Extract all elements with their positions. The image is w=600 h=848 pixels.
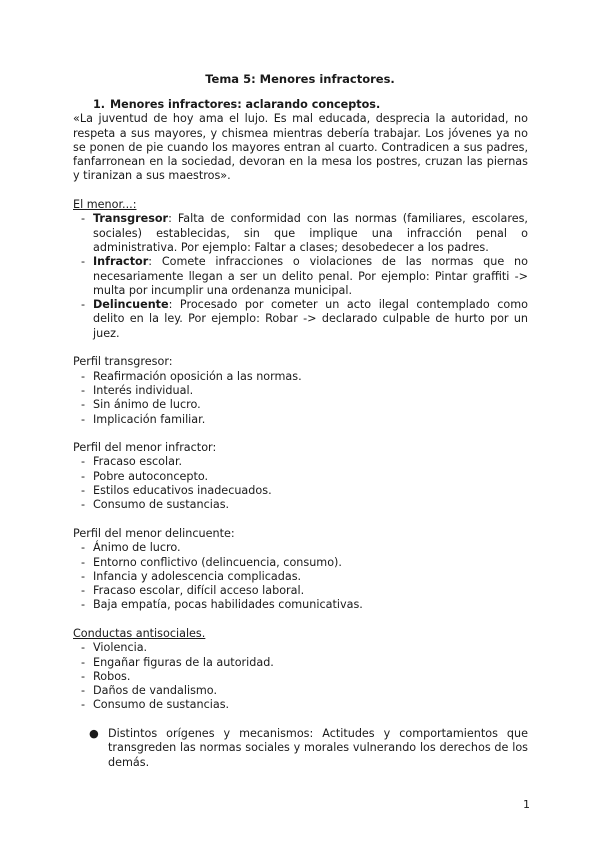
term-definition: : Falta de conformidad con las normas (familiares, escolares, sociales) establecidas, sin que implique una infracción penal o administrativa. Por ejemplo: Faltar a clases; desobedecer a los padres.: [93, 212, 528, 254]
dash-bullet: -: [80, 669, 85, 683]
dash-bullet: -: [80, 383, 85, 397]
dash-bullet: -: [80, 398, 85, 412]
list-item: - Engañar figuras de la autoridad.: [73, 656, 528, 670]
list-item: - Consumo de sustancias.: [73, 498, 528, 512]
conductas-bullet-list: [73, 727, 528, 770]
list-item: - Fracaso escolar, difícil acceso laboral.: [73, 584, 528, 598]
list-item: - Implicación familiar.: [73, 413, 528, 427]
perfil-delincuente-list: [73, 541, 528, 612]
list-item: - Baja empatía, pocas habilidades comunicativas.: [73, 598, 528, 612]
dash-bullet: -: [80, 498, 85, 512]
document-body: [73, 98, 528, 770]
term: Delincuente: [93, 298, 169, 312]
dash-bullet: -: [80, 555, 85, 569]
term: Transgresor: [93, 212, 169, 226]
dash-bullet: -: [80, 298, 85, 312]
list-item: - Interés individual.: [73, 384, 528, 398]
list-item: - Consumo de sustancias.: [73, 698, 528, 712]
list-item: - Reafirmación oposición a las normas.: [73, 370, 528, 384]
list-item: - Sin ánimo de lucro.: [73, 398, 528, 412]
list-item: [73, 298, 528, 341]
perfil-delincuente-heading: Perfil del menor delincuente:: [73, 526, 235, 540]
dash-bullet: -: [80, 584, 85, 598]
bullet-dot-icon: ●: [89, 727, 99, 741]
term: Infractor: [93, 255, 149, 269]
dash-bullet: -: [80, 655, 85, 669]
perfil-transgresor-heading: Perfil transgresor:: [73, 355, 173, 369]
list-item: - Entorno conflictivo (delincuencia, consumo).: [73, 556, 528, 570]
dash-bullet: -: [80, 255, 85, 269]
page-number: 1: [523, 798, 530, 811]
list-item: - Violencia.: [73, 641, 528, 655]
conductas-list: [73, 641, 528, 712]
perfil-infractor-heading: Perfil del menor infractor:: [73, 441, 217, 455]
list-item: - Ánimo de lucro.: [73, 541, 528, 555]
bullet-text: Distintos orígenes y mecanismos: Actitudes y comportamientos que transgreden las normas sociales y morales vulnerando los derechos de los demás.: [108, 727, 528, 769]
dash-bullet: -: [80, 455, 85, 469]
dash-bullet: -: [80, 212, 85, 226]
el-menor-list: [73, 212, 528, 341]
perfil-transgresor-list: [73, 370, 528, 427]
term-definition: : Procesado por cometer un acto ilegal contemplado como delito en la ley. Por ejemplo: Robar -> declarado culpable de hurto por un juez.: [93, 298, 528, 340]
quote-paragraph: «La juventud de hoy ama el lujo. Es mal educada, desprecia la autoridad, no respeta a sus mayores, y chismea mientras debería trabajar. Los jóvenes ya no se ponen de pie cuando los mayores entran al cuarto. Contradicen a sus padres, fanfarronean en la sociedad, devoran en la mesa los postres, cruzan las piernas y tiranizan a sus maestros».: [73, 112, 528, 183]
dash-bullet: -: [80, 641, 85, 655]
list-item: [73, 212, 528, 255]
dash-bullet: -: [80, 484, 85, 498]
perfil-infractor-list: [73, 455, 528, 512]
dash-bullet: -: [80, 684, 85, 698]
list-item: [73, 255, 528, 298]
el-menor-heading: El menor...:: [73, 198, 137, 212]
section-heading: [93, 98, 528, 112]
list-item: - Infancia y adolescencia complicadas.: [73, 570, 528, 584]
document-title: Tema 5: Menores infractores.: [205, 72, 395, 86]
dash-bullet: -: [80, 598, 85, 612]
term-definition: : Comete infracciones o violaciones de las normas que no necesariamente llegan a ser un delito penal. Por ejemplo: Pintar graffiti -> multa por incumplir una ordenanza municipal.: [93, 255, 528, 297]
list-item: - Robos.: [73, 670, 528, 684]
dash-bullet: -: [80, 541, 85, 555]
dash-bullet: -: [80, 412, 85, 426]
dash-bullet: -: [80, 369, 85, 383]
section-number: 1.: [93, 98, 106, 111]
list-item: - Daños de vandalismo.: [73, 684, 528, 698]
list-item: - Pobre autoconcepto.: [73, 470, 528, 484]
dash-bullet: -: [80, 469, 85, 483]
list-item: - Estilos educativos inadecuados.: [73, 484, 528, 498]
section-title: Menores infractores: aclarando conceptos.: [110, 98, 381, 111]
list-item: - Fracaso escolar.: [73, 455, 528, 469]
dash-bullet: -: [80, 698, 85, 712]
bullet-item: [73, 727, 528, 770]
conductas-heading: Conductas antisociales.: [73, 626, 206, 640]
dash-bullet: -: [80, 569, 85, 583]
